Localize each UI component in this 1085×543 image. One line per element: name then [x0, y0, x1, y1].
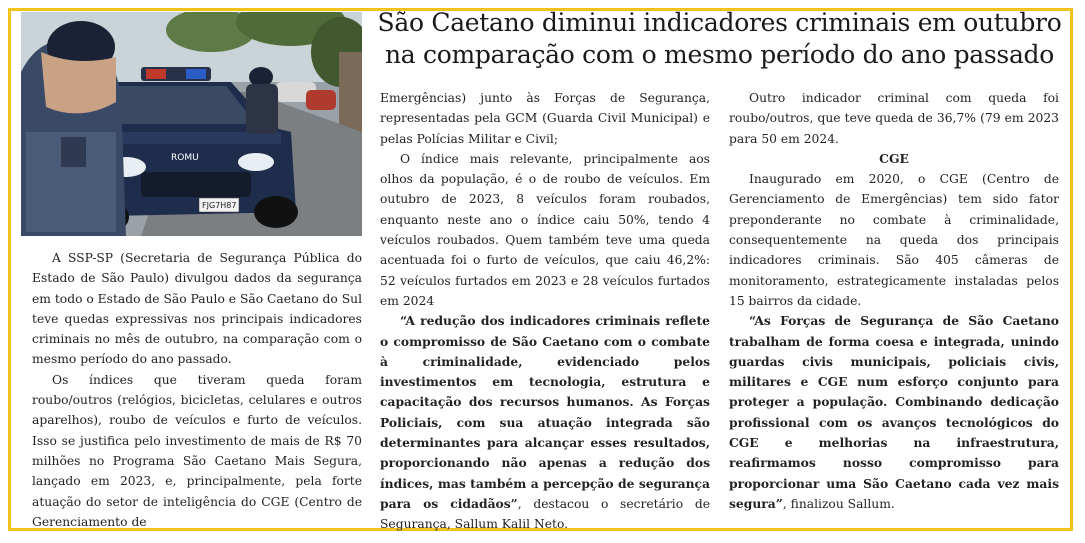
paragraph: Emergências) junto às Forças de Segurança, representadas pela GCM (Guarda Civil Municipal) e pelas Polícias Militar e Civil; — [380, 91, 710, 146]
quote-text: “A redução dos indicadores criminais reflete o compromisso de São Caetano com o combate à criminalidade, evidenciado pelos investimentos em tecnologia, estrutura e capacitação dos recursos humanos. As Forças Policiais, com sua atuação integrada são determinantes para alcançar esses resultados, proporcionando não apenas a redução dos índices, mas também a percepção de segurança para os cidadãos” — [380, 313, 710, 511]
section-subhead: CGE — [879, 150, 909, 166]
paragraph: Os índices que tiveram queda foram roubo/outros (relógios, bicicletas, celulares e outros aparelhos), roubo de veículos e furto de veículos. Isso se justifica pelo investimento de mais de R$ 70 milhões no Programa São Caetano Mais Segura, lançado em 2023, e, principalmente, pela forte atuação do setor de inteligência do CGE (Centro de Gerenciamento de — [32, 372, 362, 529]
quote-attribution: , finalizou Sallum. — [782, 496, 895, 511]
paragraph: Outro indicador criminal com queda foi roubo/outros, que teve queda de 36,7% (79 em 2023 para 50 em 2024. — [729, 91, 1059, 146]
paragraph: Inaugurado em 2020, o CGE (Centro de Gerenciamento de Emergências) tem sido fator preponderante no combate à criminalidade, consequentemente na queda dos principais indicadores criminais. São 405 câmeras de monitoramento, estrategicamente instaladas pelos 15 bairros da cidade. — [729, 172, 1059, 308]
paragraph: O índice mais relevante, principalmente aos olhos da população, é o de roubo de veículos. Em outubro de 2023, 8 veículos foram roubados, enquanto neste ano o índice caiu 50%, tendo 4 veículos roubados. Quem também teve uma queda acentuada foi o furto de veículos, que caiu 46,2%: 52 veículos furtados em 2023 e 28 veículos furtados em 2024 — [380, 151, 710, 308]
quote-attribution: , destacou o secretário de Segurança, Sallum Kalil Neto. — [380, 496, 710, 532]
column-1 — [32, 248, 362, 532]
license-plate: FJG7H87 — [202, 201, 237, 210]
column-3 — [729, 88, 1059, 514]
headline-line-2: na comparação com o mesmo período do ano passado — [384, 40, 1055, 69]
column-2 — [380, 88, 710, 535]
headline — [372, 7, 1067, 71]
article-photo — [21, 12, 362, 236]
quote-paragraph — [380, 311, 710, 534]
headline-line-1: São Caetano diminui indicadores criminais em outubro — [377, 8, 1062, 37]
paragraph: A SSP-SP (Secretaria de Segurança Pública do Estado de São Paulo) divulgou dados da segurança em todo o Estado de São Paulo e São Caetano do Sul teve quedas expressivas nos principais indicadores criminais no mês de outubro, na comparação com o mesmo período do ano passado. — [32, 251, 363, 367]
quote-paragraph — [729, 311, 1059, 514]
vehicle-label: ROMU — [171, 153, 199, 163]
quote-text: “As Forças de Segurança de São Caetano trabalham de forma coesa e integrada, unindo guardas civis municipais, policiais civis, militares e CGE num esforço conjunto para proteger a população. Combinando dedicação profissional com os avanços tecnológicos do CGE e melhorias na infraestrutura, reafirmamos nosso compromisso para proporcionar uma São Caetano cada vez mais segura” — [729, 313, 1059, 511]
